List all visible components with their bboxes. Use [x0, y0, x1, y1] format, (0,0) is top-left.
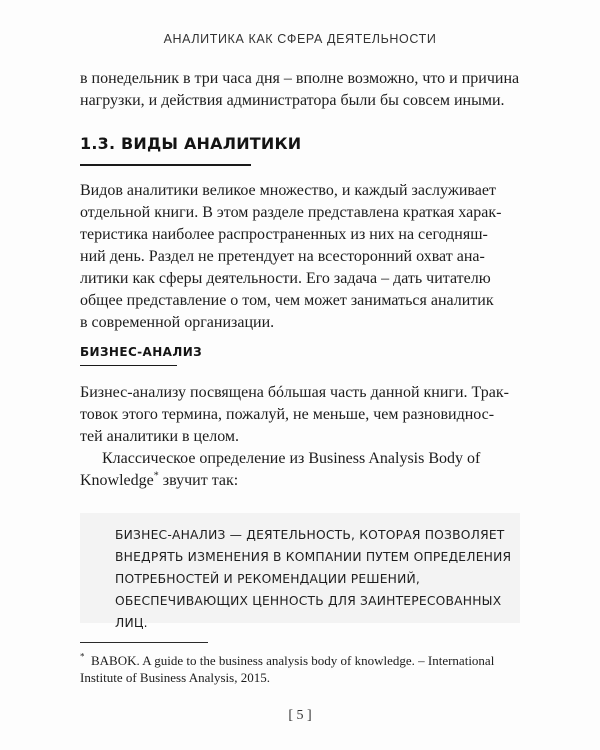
definition-line-4: ОБЕСПЕЧИВАЮЩИХ ЦЕННОСТЬ ДЛЯ ЗАИНТЕРЕСОВАННЫХ ЛИЦ.: [115, 594, 502, 630]
classic-line-1: Классическое определение из Business Analysis Body of: [102, 450, 481, 467]
ba-line-3: тей аналитики в целом.: [80, 428, 240, 445]
footnote: [80, 652, 520, 686]
intro-line-2: отдельной книги. В этом разделе представлена краткая харак-: [80, 204, 502, 221]
ba-line-2: товок этого термина, пожалуй, не меньше, чем разновиднос-: [80, 406, 495, 423]
footnote-reference[interactable]: *: [153, 470, 159, 482]
classic-line-2-rest: звучит так:: [158, 472, 239, 489]
section-heading-underline: [80, 164, 251, 166]
definition-line-2: ВНЕДРЯТЬ ИЗМЕНЕНИЯ В КОМПАНИИ ПУТЕМ ОПРЕДЕЛЕНИЯ: [115, 550, 512, 564]
intro-line-1: Видов аналитики великое множество, и каждый заслуживает: [80, 182, 496, 199]
footnote-line-1: BABOK. A guide to the business analysis body of knowledge. – International: [84, 653, 495, 668]
intro-line-4: ний день. Раздел не претендует на всесторонний охват ана-: [80, 248, 485, 265]
continuation-line-2: нагрузки, и действия администратора были бы совсем иными.: [80, 92, 505, 109]
intro-line-3: теристика наиболее распространенных из них на сегодняш-: [80, 226, 488, 243]
definition-line-1: БИЗНЕС-АНАЛИЗ — ДЕЯТЕЛЬНОСТЬ, КОТОРАЯ ПОЗВОЛЯЕТ: [115, 528, 505, 542]
classic-line-2: Knowledge: [80, 472, 154, 489]
footnote-marker: *: [80, 651, 85, 662]
continuation-line-1: в понедельник в три часа дня – вполне возможно, что и причина: [80, 70, 520, 87]
section-heading: 1.3. ВИДЫ АНАЛИТИКИ: [80, 134, 302, 153]
business-analysis-paragraph: [80, 382, 520, 448]
continuation-paragraph: [80, 68, 520, 112]
classic-definition-paragraph: [80, 448, 520, 492]
ba-line-1: Бизнес-анализу посвящена бóльшая часть данной книги. Трак-: [80, 384, 509, 401]
subsection-heading: БИЗНЕС-АНАЛИЗ: [80, 345, 203, 359]
footnote-line-2: Institute of Business Analysis, 2015.: [80, 670, 270, 685]
running-head: АНАЛИТИКА КАК СФЕРА ДЕЯТЕЛЬНОСТИ: [163, 32, 437, 46]
section-intro-paragraph: [80, 180, 520, 334]
footnote-separator: [80, 642, 208, 643]
page-number: [ 5 ]: [288, 708, 312, 723]
definition-line-3: ПОТРЕБНОСТЕЙ И РЕКОМЕНДАЦИИ РЕШЕНИЙ,: [115, 572, 421, 586]
intro-line-5: литики как сферы деятельности. Его задача – дать читателю: [80, 270, 491, 287]
intro-line-6: общее представление о том, чем может заниматься аналитик: [80, 292, 494, 309]
intro-line-7: в современной организации.: [80, 314, 275, 331]
definition-text: [115, 524, 515, 634]
subsection-heading-underline: [80, 365, 177, 366]
